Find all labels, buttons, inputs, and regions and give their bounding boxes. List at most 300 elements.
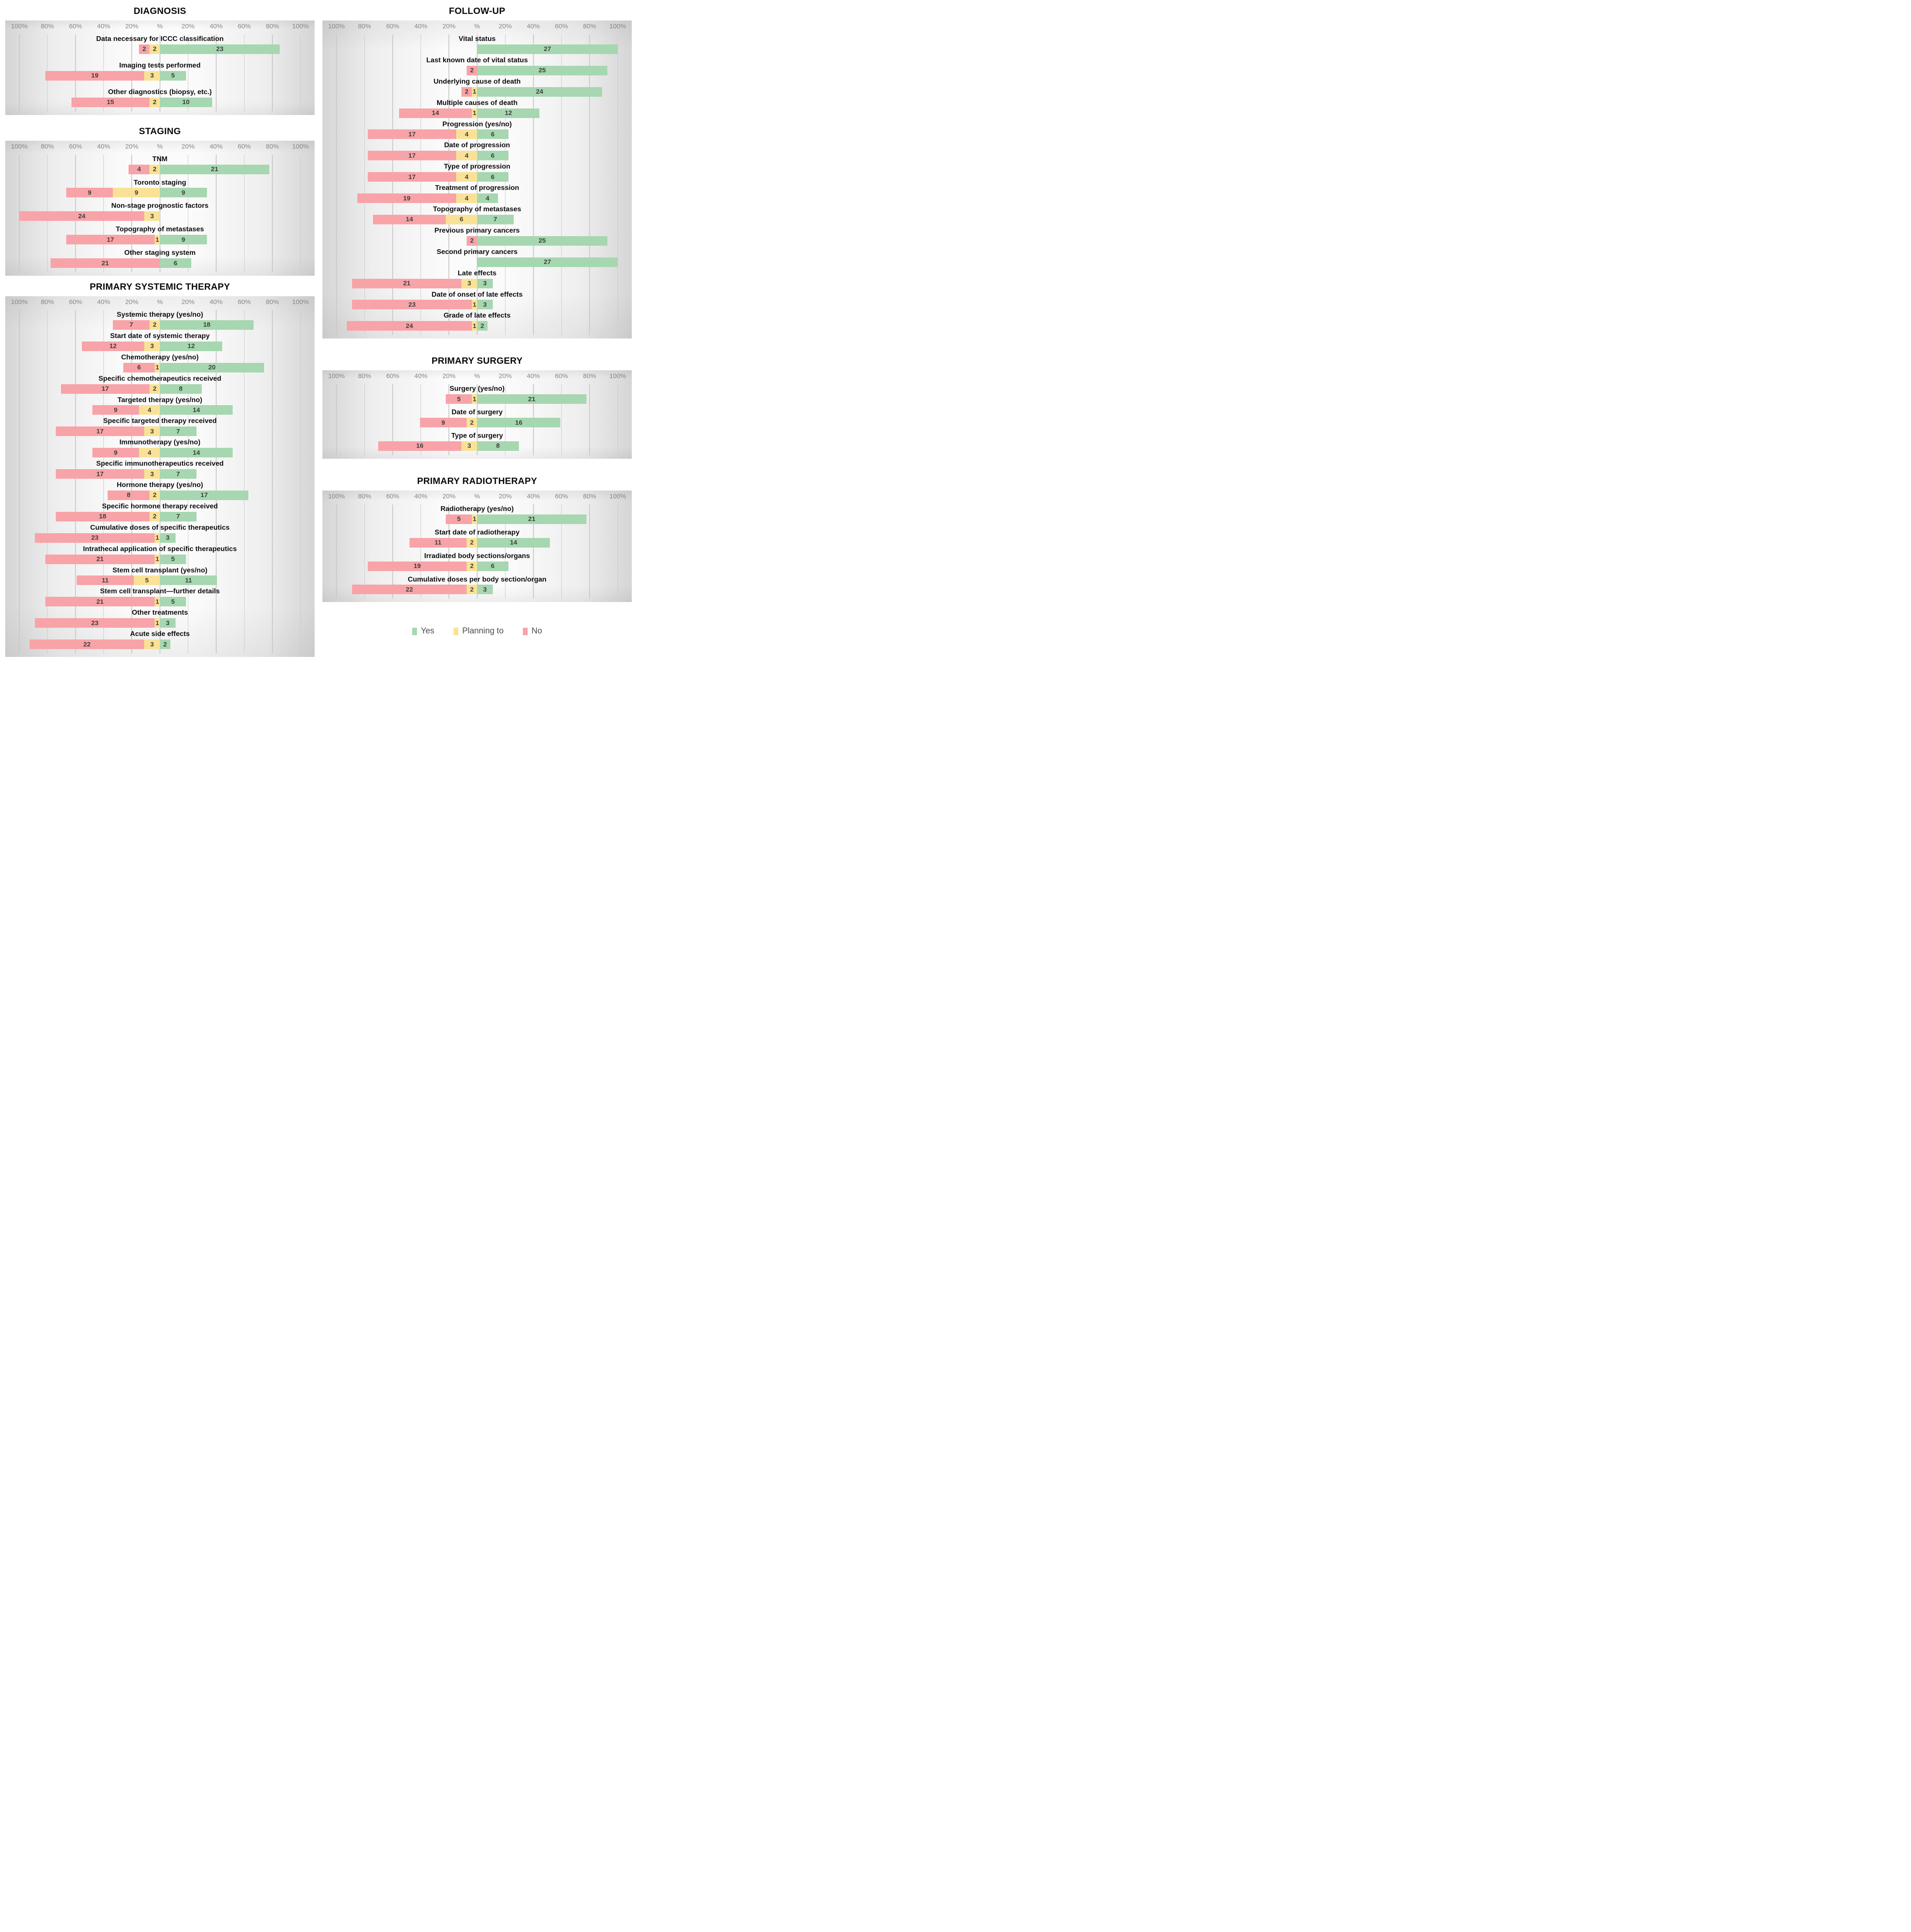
bar-segment-yes <box>160 405 233 415</box>
bar-segment-planning <box>144 469 160 479</box>
bar-value: 4 <box>464 130 469 138</box>
row-label: Other treatments <box>132 609 188 617</box>
bar-segment-yes <box>160 618 176 628</box>
bar <box>322 257 632 267</box>
row-label: TNM <box>152 155 168 163</box>
bar-value: 8 <box>496 442 500 450</box>
bar-segment-no <box>92 448 139 457</box>
axis-tick-label: 20% <box>498 372 512 380</box>
chart-row <box>322 57 632 75</box>
axis-tick-label: 20% <box>498 492 512 500</box>
bar-segment-yes <box>160 98 212 107</box>
chart-row <box>5 545 315 564</box>
bar-value: 10 <box>182 98 190 106</box>
bar-value: 25 <box>539 237 546 245</box>
chart-row <box>322 142 632 160</box>
row-label: Irradiated body sections/organs <box>424 552 530 560</box>
bar-segment-no <box>56 512 149 521</box>
bar-value: 16 <box>416 442 424 450</box>
row-label: Cumulative doses per body section/organ <box>407 575 547 583</box>
row-label: Other staging system <box>124 249 196 257</box>
bar-segment-no <box>129 165 149 174</box>
bar-value: 17 <box>200 491 208 499</box>
section-title: PRIMARY RADIOTHERAPY <box>417 476 537 486</box>
bar-value: 4 <box>464 152 469 159</box>
bar-segment-planning <box>113 188 160 197</box>
axis-tick-label: 80% <box>41 298 54 306</box>
bar-value: 6 <box>459 216 464 223</box>
bar-segment-yes <box>477 151 508 160</box>
bar <box>322 514 632 524</box>
bar-value: 22 <box>406 585 413 593</box>
legend-label: No <box>531 626 542 636</box>
axis-row <box>322 20 632 33</box>
row-label: Specific targeted therapy received <box>103 417 217 425</box>
bar-value: 2 <box>152 98 157 106</box>
bar-segment-no <box>35 533 155 543</box>
bar-value: 4 <box>147 449 152 457</box>
legend <box>322 626 632 642</box>
axis-tick-label: 60% <box>555 372 568 380</box>
section-title: PRIMARY SURGERY <box>431 356 523 366</box>
bar-segment-yes <box>477 87 602 97</box>
row-label: Type of progression <box>444 163 511 171</box>
bar-segment-yes <box>160 426 197 436</box>
bar-value: 1 <box>472 301 477 308</box>
chart-row <box>322 291 632 310</box>
row-label: Other diagnostics (biopsy, etc.) <box>108 88 212 96</box>
bar-value: 2 <box>470 585 474 593</box>
bar <box>5 165 315 174</box>
bar-value: 20 <box>208 364 216 372</box>
axis-tick-label: 20% <box>181 298 195 306</box>
bar-value: 2 <box>470 419 474 426</box>
bar <box>322 562 632 571</box>
bar-segment-planning <box>472 300 477 309</box>
bar-value: 1 <box>155 555 159 563</box>
axis-tick-label: 60% <box>69 23 82 30</box>
bar-value: 23 <box>91 534 98 542</box>
bar-value: 3 <box>150 72 154 80</box>
bar-segment-planning <box>149 44 160 54</box>
bar <box>322 44 632 54</box>
chart-panel <box>5 296 315 657</box>
section-primary-radiotherapy <box>322 476 632 602</box>
bar-segment-planning <box>472 108 477 118</box>
axis-tick-label: 100% <box>292 298 309 306</box>
axis-tick-label: 100% <box>11 23 28 30</box>
chart-row <box>322 385 632 404</box>
axis-tick-label: 100% <box>609 23 626 30</box>
legend-swatch <box>412 628 417 635</box>
bar-value: 7 <box>176 427 180 435</box>
bar-value: 3 <box>150 427 154 435</box>
row-label: Previous primary cancers <box>434 227 520 234</box>
bar-value: 9 <box>181 189 185 196</box>
bar-segment-planning <box>155 618 160 628</box>
axis-row <box>322 370 632 383</box>
bar-value: 3 <box>483 280 487 287</box>
rows <box>5 33 315 115</box>
bar-value: 21 <box>528 395 535 403</box>
bar-segment-no <box>19 211 144 221</box>
axis-tick-label: 60% <box>69 142 82 150</box>
bar-value: 2 <box>152 385 157 392</box>
chart-row <box>5 311 315 330</box>
bar-value: 11 <box>185 576 192 584</box>
bar-segment-planning <box>155 363 160 372</box>
axis-tick-label: 40% <box>414 23 427 30</box>
bar-segment-planning <box>144 71 160 81</box>
axis-tick-label: 60% <box>237 142 251 150</box>
bar-segment-no <box>352 300 472 309</box>
row-label: Vital status <box>458 35 496 43</box>
bar-value: 1 <box>472 515 477 523</box>
legend-item <box>412 626 434 636</box>
bar-value: 3 <box>166 619 170 627</box>
bar-segment-planning <box>149 98 160 107</box>
bar-value: 14 <box>193 406 200 414</box>
bar-segment-no <box>45 555 155 564</box>
bar <box>322 87 632 97</box>
axis-tick-label: 60% <box>386 372 400 380</box>
bar-value: 1 <box>155 236 159 244</box>
row-label: Imaging tests performed <box>119 61 201 69</box>
bar-segment-yes <box>160 555 186 564</box>
bar-segment-planning <box>456 129 477 139</box>
axis-tick-label: 60% <box>555 492 568 500</box>
chart-row <box>5 588 315 606</box>
section-primary-surgery <box>322 356 632 459</box>
bar-segment-no <box>45 597 155 606</box>
axis-tick-label: % <box>157 142 163 150</box>
row-label: Hormone therapy (yes/no) <box>116 481 203 489</box>
chart-row <box>322 432 632 451</box>
bar-value: 9 <box>441 419 445 426</box>
bar-value: 21 <box>102 259 109 267</box>
chart-row <box>322 529 632 548</box>
section-title: DIAGNOSIS <box>133 6 186 16</box>
chart-row <box>322 206 632 224</box>
row-label: Specific chemotherapeutics received <box>98 375 221 382</box>
rows <box>322 383 632 459</box>
axis-tick-label: % <box>474 492 480 500</box>
bar-segment-planning <box>139 448 160 457</box>
bar-value: 21 <box>96 598 104 606</box>
chart-row <box>5 179 315 198</box>
bar <box>5 384 315 394</box>
bar-value: 22 <box>83 640 91 648</box>
bar-value: 1 <box>155 598 159 606</box>
axis-tick-label: 80% <box>583 492 596 500</box>
bar-segment-yes <box>160 512 197 521</box>
bar-value: 3 <box>467 442 471 450</box>
row-label: Progression (yes/no) <box>442 120 512 128</box>
bar-segment-no <box>77 575 134 585</box>
bar-segment-planning <box>467 418 477 427</box>
bar-value: 1 <box>472 88 477 96</box>
bar-value: 21 <box>403 280 410 287</box>
axis-tick-label: 80% <box>266 142 279 150</box>
bar-value: 3 <box>150 212 154 220</box>
bar-segment-no <box>66 235 155 244</box>
axis-tick-label: 100% <box>292 23 309 30</box>
bar-value: 6 <box>491 173 495 181</box>
bar-value: 18 <box>203 321 210 329</box>
section-follow-up <box>322 6 632 338</box>
bar-segment-no <box>446 514 472 524</box>
axis-tick-label: 20% <box>442 492 456 500</box>
bar <box>5 575 315 585</box>
bar-value: 9 <box>88 189 91 196</box>
row-label: Stem cell transplant—further details <box>100 588 220 596</box>
axis-tick-label: 20% <box>498 23 512 30</box>
bar-segment-yes <box>477 172 508 182</box>
chart-row <box>322 35 632 54</box>
bar-value: 2 <box>163 640 167 648</box>
bar-segment-yes <box>477 66 607 75</box>
bar-value: 5 <box>457 515 461 523</box>
row-label: Immunotherapy (yes/no) <box>119 439 200 447</box>
bar-segment-planning <box>456 193 477 203</box>
bar-value: 6 <box>491 562 495 570</box>
axis-tick-label: 60% <box>386 23 400 30</box>
bar-segment-planning <box>144 639 160 649</box>
chart-panel <box>5 20 315 115</box>
axis-tick-label: 100% <box>328 492 345 500</box>
left-column <box>5 4 315 657</box>
bar-segment-yes <box>477 538 550 548</box>
axis-tick-label: 20% <box>442 372 456 380</box>
axis-tick-label: % <box>157 298 163 306</box>
bar-value: 24 <box>78 212 86 220</box>
chart-row <box>5 375 315 394</box>
axis-tick-label: 100% <box>11 298 28 306</box>
bar-value: 4 <box>464 194 469 202</box>
bar-value: 23 <box>216 45 224 53</box>
bar-segment-planning <box>144 342 160 351</box>
row-label: Data necessary for ICCC classification <box>96 35 224 43</box>
bar <box>5 512 315 521</box>
axis-tick-label: 80% <box>358 372 371 380</box>
row-label: Specific immunotherapeutics received <box>96 460 224 468</box>
row-label: Systemic therapy (yes/no) <box>116 311 203 318</box>
bar-segment-yes <box>160 165 269 174</box>
axis-tick-label: 20% <box>125 142 139 150</box>
bar-value: 27 <box>544 258 551 266</box>
row-label: Start date of radiotherapy <box>434 528 520 536</box>
chart-row <box>322 505 632 524</box>
row-label: Surgery (yes/no) <box>449 385 505 393</box>
bar-value: 2 <box>152 513 157 521</box>
chart-row <box>322 163 632 182</box>
bar-segment-yes <box>477 394 586 404</box>
bar-value: 2 <box>152 491 157 499</box>
axis-tick-label: 60% <box>237 23 251 30</box>
bar-segment-yes <box>160 342 222 351</box>
bar-value: 17 <box>107 236 114 244</box>
bar-segment-planning <box>456 172 477 182</box>
legend-item <box>454 626 504 636</box>
bar-value: 14 <box>510 539 517 547</box>
bar <box>322 394 632 404</box>
bar-segment-planning <box>472 321 477 331</box>
bar-value: 6 <box>173 259 178 267</box>
bar-segment-yes <box>477 193 498 203</box>
row-label: Grade of late effects <box>444 312 511 320</box>
bar-segment-no <box>368 562 467 571</box>
axis-tick-label: % <box>474 23 480 30</box>
bar <box>5 258 315 268</box>
axis-tick-label: 40% <box>210 298 223 306</box>
bar <box>5 44 315 54</box>
axis-tick-label: 40% <box>527 492 540 500</box>
bar <box>5 555 315 564</box>
bar-value: 12 <box>109 342 117 350</box>
bar-segment-yes <box>477 44 618 54</box>
row-label: Toronto staging <box>133 179 186 186</box>
bar-value: 11 <box>102 576 109 584</box>
bar-segment-no <box>368 172 456 182</box>
bar-segment-yes <box>160 448 233 457</box>
bar-segment-planning <box>467 585 477 594</box>
bar-value: 3 <box>483 585 487 593</box>
rows <box>322 503 632 602</box>
bar-value: 23 <box>91 619 98 627</box>
chart-row <box>5 156 315 174</box>
bar-value: 4 <box>137 166 141 173</box>
bar-segment-no <box>347 321 472 331</box>
bar-value: 9 <box>135 189 139 196</box>
bar-value: 19 <box>403 194 410 202</box>
legend-item <box>523 626 542 636</box>
bar-segment-no <box>368 151 456 160</box>
chart-row <box>5 88 315 107</box>
row-label: Intrathecal application of specific therapeutics <box>83 545 237 553</box>
axis-tick-label: 100% <box>292 142 309 150</box>
bar-value: 5 <box>171 72 175 80</box>
axis-tick-label: % <box>474 372 480 380</box>
bar-segment-no <box>66 188 113 197</box>
bar-segment-yes <box>477 215 514 224</box>
bar-segment-yes <box>160 533 176 543</box>
bar-value: 3 <box>467 280 471 287</box>
bar-segment-planning <box>472 394 477 404</box>
bar-segment-planning <box>461 279 477 288</box>
bar-segment-yes <box>477 108 539 118</box>
bar-segment-planning <box>456 151 477 160</box>
bar-segment-yes <box>477 514 586 524</box>
bar-segment-planning <box>472 514 477 524</box>
bar-value: 16 <box>515 419 522 426</box>
bar <box>5 533 315 543</box>
axis-tick-label: 40% <box>97 298 110 306</box>
bar-value: 2 <box>142 45 146 53</box>
axis-tick-label: 80% <box>358 492 371 500</box>
row-label: Specific hormone therapy received <box>102 502 218 510</box>
bar-value: 14 <box>193 449 200 457</box>
bar-segment-no <box>139 44 149 54</box>
bar-segment-planning <box>134 575 160 585</box>
axis-tick-label: 40% <box>97 23 110 30</box>
bar-segment-yes <box>160 575 217 585</box>
bar-segment-no <box>378 441 461 451</box>
bar-segment-yes <box>477 279 493 288</box>
axis-tick-label: 40% <box>414 372 427 380</box>
bar-segment-planning <box>461 441 477 451</box>
bar-value: 14 <box>406 216 413 223</box>
chart-row <box>5 503 315 521</box>
bar-value: 14 <box>432 109 439 117</box>
bar-value: 21 <box>528 515 535 523</box>
row-label: Underlying cause of death <box>433 78 521 85</box>
axis-tick-label: 20% <box>181 23 195 30</box>
chart-row <box>5 481 315 500</box>
bar-value: 3 <box>483 301 487 308</box>
legend-label: Yes <box>420 626 434 636</box>
section-primary-systemic-therapy <box>5 282 315 657</box>
bar-value: 1 <box>472 322 477 330</box>
bar-segment-no <box>399 108 472 118</box>
bar-segment-planning <box>144 211 160 221</box>
axis-tick-label: 80% <box>583 372 596 380</box>
bar-value: 21 <box>96 555 104 563</box>
chart-row <box>322 552 632 571</box>
bar-value: 7 <box>493 216 497 223</box>
bar-segment-no <box>420 418 467 427</box>
bar-value: 27 <box>544 45 551 53</box>
bar-value: 17 <box>96 427 104 435</box>
chart-row <box>5 249 315 268</box>
chart-row <box>5 609 315 628</box>
chart-row <box>5 202 315 221</box>
row-label: Targeted therapy (yes/no) <box>117 396 203 404</box>
row-label: Radiotherapy (yes/no) <box>440 505 514 513</box>
bar-segment-yes <box>477 562 508 571</box>
bar-segment-no <box>30 639 144 649</box>
bar-value: 5 <box>171 598 175 606</box>
bar <box>322 585 632 594</box>
chart-row <box>5 439 315 457</box>
bar-segment-yes <box>160 597 186 606</box>
bar <box>5 426 315 436</box>
chart-row <box>5 417 315 436</box>
row-label: Topography of metastases <box>115 226 204 233</box>
bar-segment-yes <box>477 585 493 594</box>
axis-tick-label: 60% <box>555 23 568 30</box>
chart-row <box>322 270 632 288</box>
bar <box>322 236 632 246</box>
bar-segment-no <box>368 129 456 139</box>
rows <box>5 153 315 276</box>
row-label: Start date of systemic therapy <box>110 332 210 340</box>
bar <box>5 363 315 372</box>
section-staging <box>5 126 315 276</box>
bar <box>322 538 632 548</box>
bar-segment-planning <box>149 384 160 394</box>
row-label: Non-stage prognostic factors <box>111 202 209 210</box>
row-label: Date of onset of late effects <box>431 291 523 298</box>
bar <box>5 211 315 221</box>
bar-segment-yes <box>160 71 186 81</box>
bar-segment-no <box>467 236 477 246</box>
bar-value: 17 <box>408 152 416 159</box>
bar-value: 2 <box>152 45 157 53</box>
bar-segment-planning <box>467 562 477 571</box>
bar-value: 3 <box>150 640 154 648</box>
bar-segment-no <box>410 538 467 548</box>
bar <box>5 618 315 628</box>
